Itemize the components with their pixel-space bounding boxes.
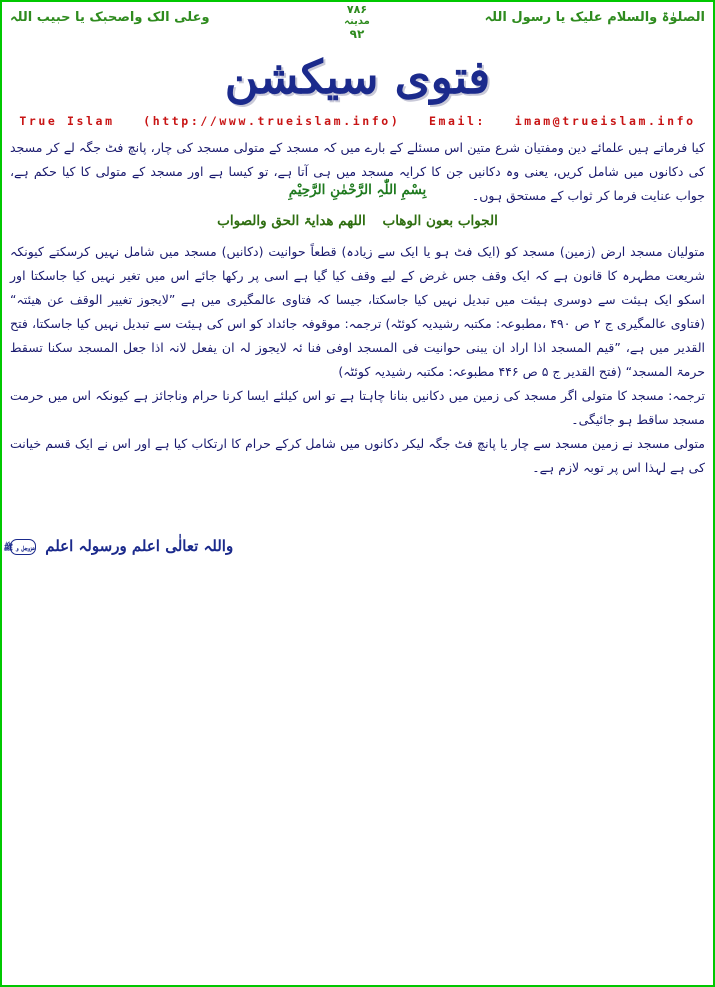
fatwa-number-top: ۷۸۶: [346, 3, 368, 16]
salutation-right: الصلوٰۃ والسلام علیک یا رسول اللہ: [484, 10, 705, 25]
salutation-left: وعلی الک واصحبک یا حبیب اللہ: [10, 10, 210, 25]
site-url-link[interactable]: (http://www.trueislam.info): [143, 114, 401, 128]
answer-paragraph: متولی مسجد نے زمین مسجد سے چار یا پانچ فٹ جگہ لیکر دکانوں میں شامل کرکے حرام کا ارتکاب کیا ہے اور اس نے ایک قسم خیانت کی ہے لہذا اس پر توبہ لازم ہے۔: [10, 436, 705, 475]
closing-text: واللہ تعالٰی اعلم ورسولہ اعلم: [45, 537, 234, 555]
masthead: [2, 48, 713, 108]
bismillah: بِسْمِ اللّٰہِ الرَّحْمٰنِ الرَّحِیْمِ: [288, 182, 427, 198]
site-label: True Islam: [19, 114, 115, 128]
answer-paragraph: ترجمہ: مسجد کا متولی اگر مسجد کی زمین میں دکانیں بنانا چاہتا ہے تو اس کیلئے ایسا کرنا حرام وناجائز ہے کیونکہ اس میں حرمت مسجد ساقط ہو جائیگی۔: [10, 388, 705, 427]
closing-phrase: [3, 537, 234, 555]
answer-heading-part2: اللھم ھدایۃ الحق والصواب: [217, 213, 366, 229]
fatwa-number-bottom: ۹۲: [349, 27, 365, 41]
answer-heading-part1: الجواب بعون الوھاب: [382, 213, 498, 229]
masthead-title: فتوی سیکشن: [224, 50, 491, 104]
email-label: Email:: [428, 114, 487, 128]
question-text: کیا فرماتے ہیں علمائے دین ومفتیان شرع متین اس مسئلے کے بارے میں کہ مسجد کے متولی مسجد کی چار، پانچ فٹ جگہ لے کر مسجد کی دکانوں میں شامل کریں، یعنی وہ دکانیں جن کا کرایہ مسجد میں ہی آتا ہے، تو کیسا ہے اور مسجد کے متولی کا کیا حکم ہے، جواب عنایت فرما کر ثواب کے مستحق ہوں۔: [10, 140, 705, 203]
fatwa-number-word: مدینہ: [344, 16, 370, 27]
answer-heading: [2, 213, 713, 229]
header-bar: [2, 2, 713, 46]
email-link[interactable]: imam@trueislam.info: [514, 114, 696, 128]
fatwa-number: [322, 4, 392, 40]
contact-line: [2, 114, 713, 128]
honorific-seal: عزوجل و ﷺ: [10, 539, 36, 555]
answer-body: [10, 240, 705, 480]
answer-paragraph: متولیان مسجد ارض (زمین) مسجد کو (ایک فٹ ہو یا ایک سے زیادہ) قطعاً حوانیت (دکانیں) مسجد میں شامل نہیں کرسکتے کیونکہ شریعت مطہرہ کا قانون ہے کہ ایک وقف جس غرض کے لیے وقف کیا گیا ہے اسی پر رکھا جائے اس میں تغیر نہیں کیا جاسکتا اور اسکو ایک ہیئت سے دوسری ہیئت میں تبدیل نہیں کیا جاسکتا، جیسا کہ فتاوی عالمگیری میں ہے ”لایجوز تغییر الوقف عن ھیئتہ“ (فتاوی عالمگیری ج ۲ ص ۴۹۰ ،مطبوعہ: مکتبہ رشیدیہ کوئٹہ) ترجمہ: موقوفہ جائداد کو اس کی ہیئت سے تبدیل نہیں کیا جاسکتا، فتح القدیر میں ہے، ”قیم المسجد اذا اراد ان یبنی حوانیت فی المسجد اوفی فنا ئہ لایجوز لہ ان یفعل لانہ اذا جعل المسجد سکنا تسقط حرمۃ المسجد“ (فتح القدیر ج ۵ ص ۴۴۶ مطبوعہ: مکتبہ رشیدیہ کوئٹہ): [10, 244, 705, 379]
